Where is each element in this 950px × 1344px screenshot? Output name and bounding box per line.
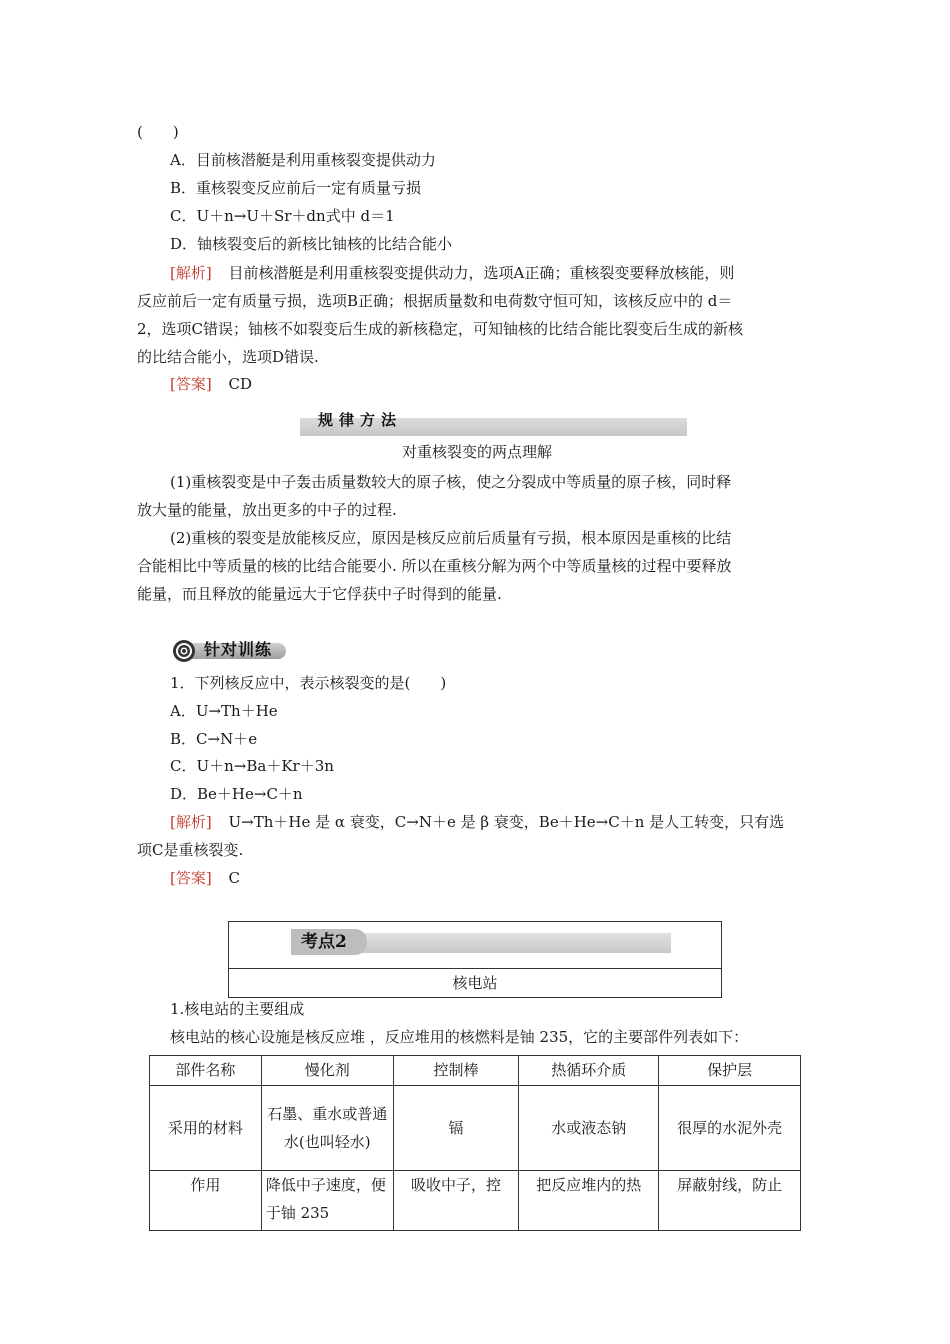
training-answer-tag: [答案] — [170, 869, 212, 887]
training-question: 1．下列核反应中，表示核裂变的是( ) — [170, 674, 447, 692]
section-intro: 核电站的核心设施是核反应堆 ，反应堆用的核燃料是铀 235，它的主要部件列表如下： — [170, 1028, 749, 1046]
table-cell: 石墨、重水或普通水(也叫轻水) — [261, 1086, 393, 1171]
training-answer-line — [170, 867, 850, 889]
analysis-line-1 — [170, 262, 850, 284]
kaodian-box — [228, 921, 722, 998]
table-header-cell: 部件名称 — [150, 1056, 262, 1086]
table-cell: 很厚的水泥外壳 — [659, 1086, 801, 1171]
table-header-cell: 热循环介质 — [519, 1056, 659, 1086]
table-row — [150, 1086, 801, 1171]
table-cell: 降低中子速度，便于铀 235 — [265, 1176, 386, 1222]
analysis-line-4: 的比结合能小，选项D错误. — [137, 348, 319, 366]
method-line-5: 能量，而且释放的能量远大于它俘获中子时得到的能量. — [137, 585, 502, 603]
analysis-tag: [解析] — [170, 264, 212, 282]
training-banner — [172, 639, 286, 661]
components-table — [149, 1055, 801, 1231]
method-line-3: (2)重核的裂变是放能核反应，原因是核反应前后质量有亏损，根本原因是重核的比结 — [170, 529, 732, 547]
method-line-4: 合能相比中等质量的核的比结合能要小. 所以在重核分解为两个中等质量核的过程中要释放 — [137, 557, 732, 575]
training-analysis-text: U→Th＋He 是 α 衰变，C→N＋e 是 β 衰变，Be＋He→C＋n 是人工转变，只有选 — [228, 813, 785, 831]
method-title: 对重核裂变的两点理解 — [401, 443, 552, 461]
training-option-d: D．Be＋He→C＋n — [170, 785, 303, 803]
training-answer-value: C — [228, 869, 240, 887]
section-heading: 1.核电站的主要组成 — [170, 1000, 305, 1018]
table-cell: 屏蔽射线，防止 — [659, 1171, 801, 1231]
option-d: D．铀核裂变后的新核比铀核的比结合能小 — [170, 235, 453, 253]
option-b: B．重核裂变反应前后一定有质量亏损 — [170, 179, 422, 197]
training-label: 针对训练 — [204, 640, 273, 659]
analysis-line-3: 2，选项C错误；铀核不如裂变后生成的新核稳定，可知铀核的比结合能比裂变后生成的新核 — [137, 320, 744, 338]
target-icon — [172, 639, 196, 663]
method-label: 规律方法 — [318, 411, 403, 429]
training-analysis-line-1 — [170, 811, 850, 833]
option-c: C．U＋n→U＋Sr＋dn式中 d＝1 — [170, 207, 395, 225]
kaodian-title: 核电站 — [452, 974, 498, 992]
method-line-2: 放大量的能量，放出更多的中子的过程. — [137, 501, 397, 519]
table-cell: 把反应堆内的热 — [519, 1171, 659, 1231]
answer-tag: [答案] — [170, 375, 212, 393]
training-option-a: A．U→Th＋He — [170, 702, 278, 720]
table-header-row — [150, 1056, 801, 1086]
method-line-1: (1)重核裂变是中子轰击质量数较大的原子核，使之分裂成中等质量的原子核，同时释 — [170, 473, 732, 491]
table-header-cell: 慢化剂 — [261, 1056, 393, 1086]
table-header-cell: 控制棒 — [393, 1056, 519, 1086]
answer-line — [170, 373, 850, 395]
training-option-c: C．U＋n→Ba＋Kr＋3n — [170, 757, 334, 775]
table-row — [150, 1171, 801, 1231]
option-a: A．目前核潜艇是利用重核裂变提供动力 — [170, 151, 436, 169]
table-header-cell: 保护层 — [659, 1056, 801, 1086]
table-cell: 作用 — [150, 1171, 262, 1231]
answer-value: CD — [228, 375, 253, 393]
question-paren: ( ) — [137, 123, 179, 141]
table-cell: 采用的材料 — [150, 1086, 262, 1171]
kaodian-label: 考点2 — [301, 932, 347, 952]
training-analysis-line-2: 项C是重核裂变. — [137, 841, 244, 859]
analysis-line-2: 反应前后一定有质量亏损，选项B正确；根据质量数和电荷数守恒可知，该核反应中的 d＝ — [137, 292, 733, 310]
training-option-b: B．C→N＋e — [170, 730, 258, 748]
training-analysis-tag: [解析] — [170, 813, 212, 831]
analysis-text: 目前核潜艇是利用重核裂变提供动力，选项A正确；重核裂变要释放核能，则 — [228, 264, 735, 282]
table-cell: 镉 — [393, 1086, 519, 1171]
table-cell: 吸收中子，控 — [393, 1171, 519, 1231]
table-cell: 水或液态钠 — [519, 1086, 659, 1171]
